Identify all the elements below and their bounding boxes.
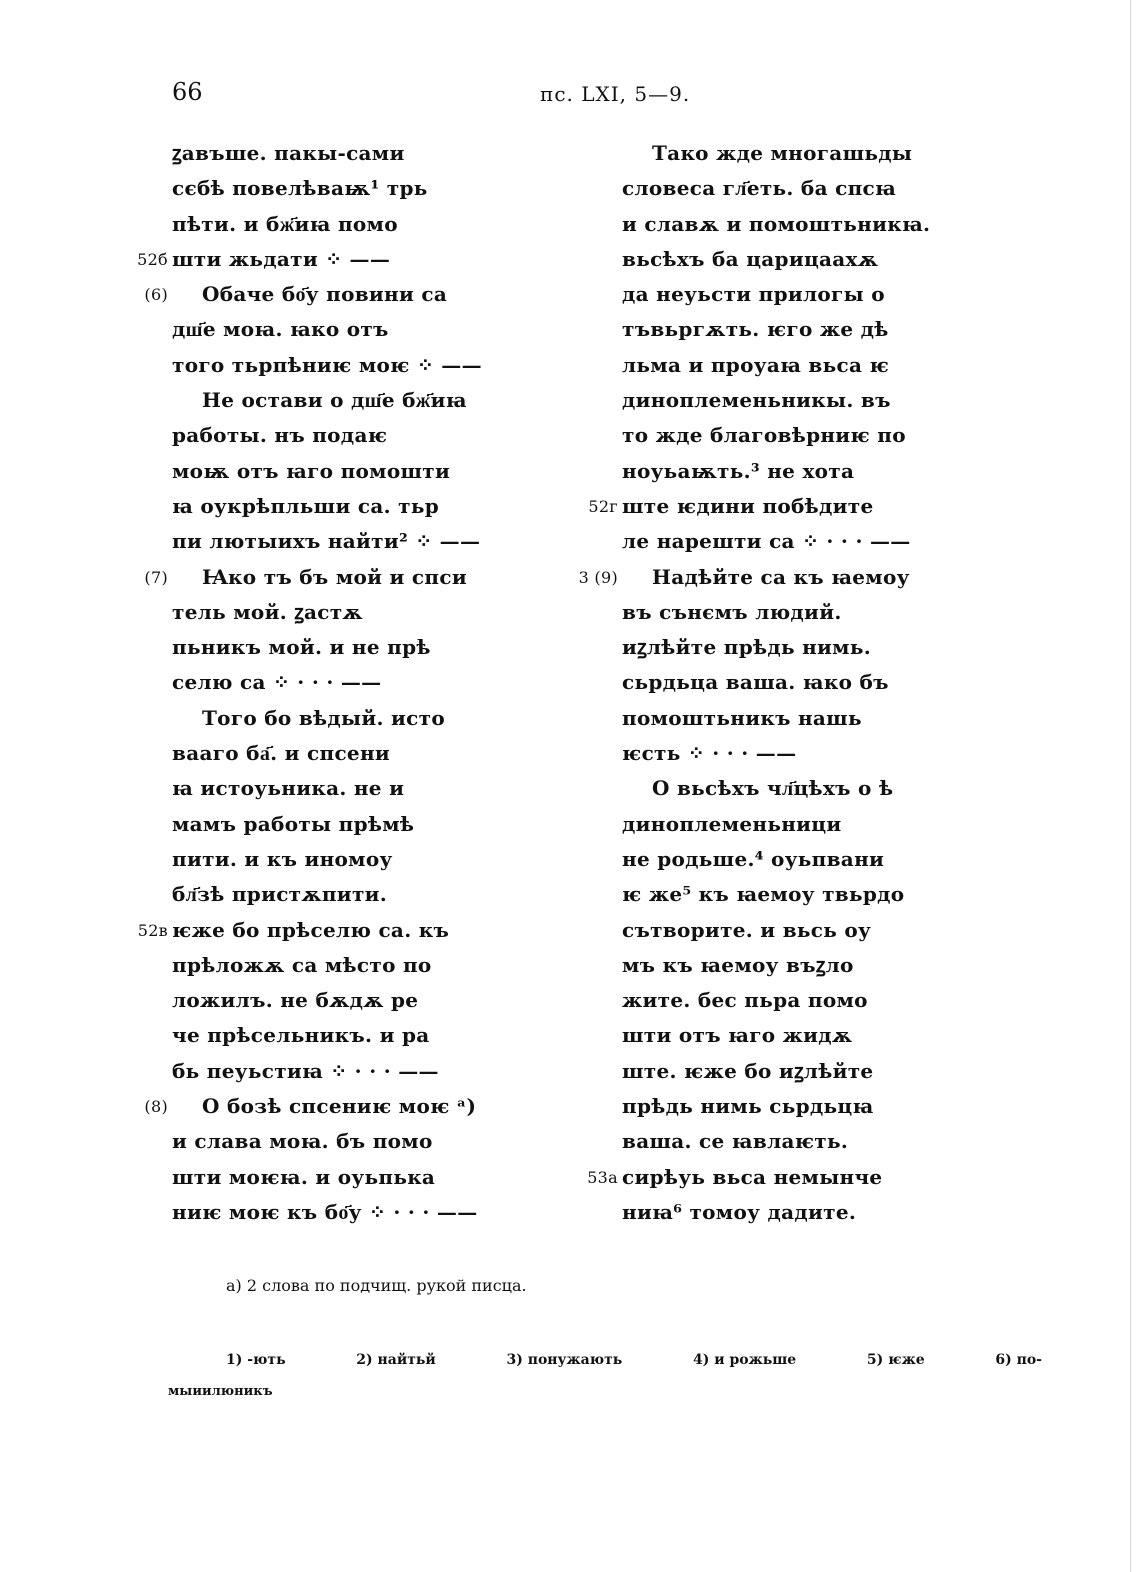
line-text: иꙁлѣйте прѣдь нимь. — [622, 635, 871, 660]
text-line — [172, 454, 482, 489]
line-text: пити. и къ иномоу — [172, 846, 393, 871]
line-text: пьникъ мой. и не прѣ — [172, 635, 431, 660]
line-text: шти моѥꙗ. и оуьпька — [172, 1164, 436, 1189]
line-text: диноплеменьници — [622, 811, 842, 836]
text-line — [172, 1124, 482, 1159]
footnote-list — [226, 1352, 1042, 1368]
line-text: не родьше.⁴ оуьпвани — [622, 846, 885, 871]
text-line — [622, 630, 930, 665]
text-line — [172, 383, 482, 418]
margin-reference: (8) — [144, 1097, 168, 1117]
line-text: Обаче бо҃у повини са — [202, 282, 448, 307]
line-text: мамъ работы прѣмѣ — [172, 811, 415, 836]
line-text: О вьсѣхъ чл҃цѣхъ о ѣ — [652, 776, 894, 801]
text-line — [622, 524, 930, 559]
line-text: ꙗ оукрѣпльши са. тьр — [172, 493, 439, 518]
text-line — [172, 348, 482, 383]
text-line — [172, 524, 482, 559]
text-line — [622, 595, 930, 630]
text-line — [137, 242, 482, 277]
text-line — [622, 312, 930, 347]
line-text: Не остави о дш҃е бж҃иꙗ — [202, 388, 467, 413]
text-line — [622, 1089, 930, 1124]
text-line — [172, 807, 482, 842]
line-text: и славѫ и помоштьникꙗ. — [622, 211, 931, 236]
text-line — [588, 489, 930, 524]
text-line — [144, 277, 482, 312]
footnote-continuation: мыиилюникъ — [168, 1384, 273, 1399]
text-line — [622, 277, 930, 312]
text-line — [172, 171, 482, 206]
line-text: сьрдьца ваша. ꙗко бъ — [622, 670, 889, 695]
line-text: ле нарешти са ⁘ · · · —— — [622, 529, 911, 554]
text-line — [622, 207, 930, 242]
line-text: ꙗ истоуьника. не и — [172, 776, 405, 801]
text-line — [622, 383, 930, 418]
text-line — [622, 771, 930, 806]
line-text: Ꙗко тъ бъ мой и спси — [202, 564, 467, 589]
line-text: въ сънємъ людий. — [622, 599, 842, 624]
line-text: моѭ отъ ꙗго помошти — [172, 458, 451, 483]
line-text: тель мой. ꙁастѫ — [172, 599, 363, 624]
line-text: ваша. се ꙗвлаѥть. — [622, 1129, 849, 1154]
footnote-item: 4) и рожьше — [692, 1352, 797, 1368]
text-line — [587, 1160, 930, 1195]
footnote-alpha: а) 2 слова по подчищ. рукой писца. — [226, 1276, 527, 1295]
line-text: О бозѣ спсениѥ моѥ ᵃ) — [202, 1094, 477, 1119]
line-text: шти отъ ꙗго жидѫ — [622, 1023, 853, 1048]
text-line — [622, 1054, 930, 1089]
text-line — [172, 736, 482, 771]
line-text: сєбѣ повелѣваѭ¹ трь — [172, 176, 428, 201]
margin-reference: 53а — [587, 1167, 618, 1187]
text-line — [172, 1054, 482, 1089]
text-line — [622, 1018, 930, 1053]
line-text: прѣдь нимь сьрдьцꙗ — [622, 1094, 874, 1119]
text-line — [172, 595, 482, 630]
line-text: ште. ѥже бо иꙁлѣйте — [622, 1058, 874, 1083]
text-line — [622, 418, 930, 453]
line-text: селю са ⁘ · · · —— — [172, 670, 382, 695]
text-line — [622, 136, 930, 171]
line-text: бь пеуьстиꙗ ⁘ · · · —— — [172, 1058, 439, 1083]
line-text: да неуьсти прилогы о — [622, 282, 885, 307]
text-line — [172, 1018, 482, 1053]
line-text: сътворите. и вьсь оу — [622, 917, 872, 942]
line-text: пѣти. и бж҃иꙗ помо — [172, 211, 398, 236]
text-line — [172, 877, 482, 912]
line-text: и слава моꙗ. бъ помо — [172, 1129, 433, 1154]
text-line — [622, 983, 930, 1018]
line-text: пи лютыихъ найти² ⁘ —— — [172, 529, 481, 554]
line-text: словеса гл҃еть. ба спсꙗ — [622, 176, 897, 201]
margin-reference: 3 (9) — [578, 567, 618, 587]
line-text: дш҃е моꙗ. ꙗко отъ — [172, 317, 389, 342]
text-line — [622, 454, 930, 489]
text-line — [622, 665, 930, 700]
footnote-item: 3) понужають — [506, 1352, 623, 1368]
line-text: вьсѣхъ ба царицаахѫ — [622, 246, 879, 271]
text-line — [622, 736, 930, 771]
line-text: того тьрпѣниѥ моѥ ⁘ —— — [172, 352, 482, 377]
text-line — [144, 560, 482, 595]
text-line — [172, 665, 482, 700]
line-text: ꙁавъше. пакы-сами — [172, 141, 405, 165]
page-edge — [1130, 0, 1131, 1572]
text-line — [137, 913, 482, 948]
text-line — [622, 171, 930, 206]
footnote-item: 2) найтьй — [356, 1352, 436, 1368]
margin-reference: (7) — [144, 567, 168, 587]
line-text: жите. бес пьра помо — [622, 988, 868, 1013]
text-line — [172, 983, 482, 1018]
page-number: 66 — [172, 78, 203, 106]
text-line — [172, 771, 482, 806]
line-text: помоштьникъ нашь — [622, 705, 862, 730]
text-line — [144, 1089, 482, 1124]
line-text: ниѥ моѥ къ бо҃у ⁘ · · · —— — [172, 1199, 478, 1224]
text-line — [172, 312, 482, 347]
left-text-column — [137, 136, 482, 1230]
text-line — [172, 701, 482, 736]
right-text-column — [578, 136, 931, 1230]
line-text: льма и проуаꙗ вьса ѥ — [622, 352, 890, 377]
footnote-item: 1) -ють — [226, 1352, 286, 1368]
text-line — [622, 701, 930, 736]
line-text: Надѣйте са къ ꙗемоу — [652, 564, 910, 589]
margin-reference: 52г — [588, 496, 618, 516]
text-line — [172, 489, 482, 524]
line-text: работы. нъ подаѥ — [172, 423, 388, 448]
text-line — [172, 207, 482, 242]
line-text: вааго ба҃. и спсени — [172, 741, 391, 766]
text-line — [622, 807, 930, 842]
line-text: ѥсть ⁘ · · · —— — [622, 741, 797, 766]
text-line — [172, 418, 482, 453]
running-head: пс. LXI, 5—9. — [540, 82, 691, 106]
text-line — [622, 1124, 930, 1159]
footnote-item: 5) ѥжe — [866, 1352, 925, 1368]
text-line — [622, 842, 930, 877]
footnote-item: 6) по- — [995, 1352, 1042, 1368]
text-line — [172, 842, 482, 877]
text-line — [172, 1195, 482, 1230]
line-text: ноуьаѭть.³ не хота — [622, 458, 855, 483]
line-text: шти жьдати ⁘ —— — [172, 246, 391, 271]
text-line — [172, 630, 482, 665]
margin-reference: 52б — [137, 249, 168, 269]
margin-reference: (6) — [144, 285, 168, 305]
line-text: ниꙗ⁶ томоу дадите. — [622, 1199, 857, 1224]
line-text: мъ къ ꙗемоу въꙁло — [622, 952, 854, 977]
text-line — [622, 877, 930, 912]
text-line — [172, 1160, 482, 1195]
line-text: ложилъ. не бѫдѫ ре — [172, 988, 419, 1013]
margin-reference: 52в — [137, 920, 168, 940]
line-text: Того бо вѣдый. исто — [202, 705, 445, 730]
line-text: ѥ же⁵ къ ꙗемоу твьрдо — [622, 882, 905, 907]
line-text: че прѣсельникъ. и ра — [172, 1023, 430, 1048]
text-line — [578, 560, 930, 595]
text-line — [622, 948, 930, 983]
line-text: прѣложѫ са мѣсто по — [172, 952, 432, 977]
line-text: Тако жде многашьды — [652, 141, 913, 165]
line-text: сирѣуь вьса немынче — [622, 1164, 883, 1189]
line-text: диноплеменьникы. въ — [622, 388, 891, 413]
text-line — [172, 136, 482, 171]
text-line — [172, 948, 482, 983]
text-line — [622, 913, 930, 948]
line-text: тъвьргѫть. ѥго же дѣ — [622, 317, 889, 342]
text-line — [622, 1195, 930, 1230]
line-text: то жде благовѣрниѥ по — [622, 423, 906, 448]
line-text: бл҃зѣ пристѫпити. — [172, 882, 388, 907]
text-line — [622, 242, 930, 277]
line-text: ѥже бо прѣселю са. къ — [172, 917, 450, 942]
text-line — [622, 348, 930, 383]
line-text: ште ѥдини побѣдите — [622, 493, 874, 518]
